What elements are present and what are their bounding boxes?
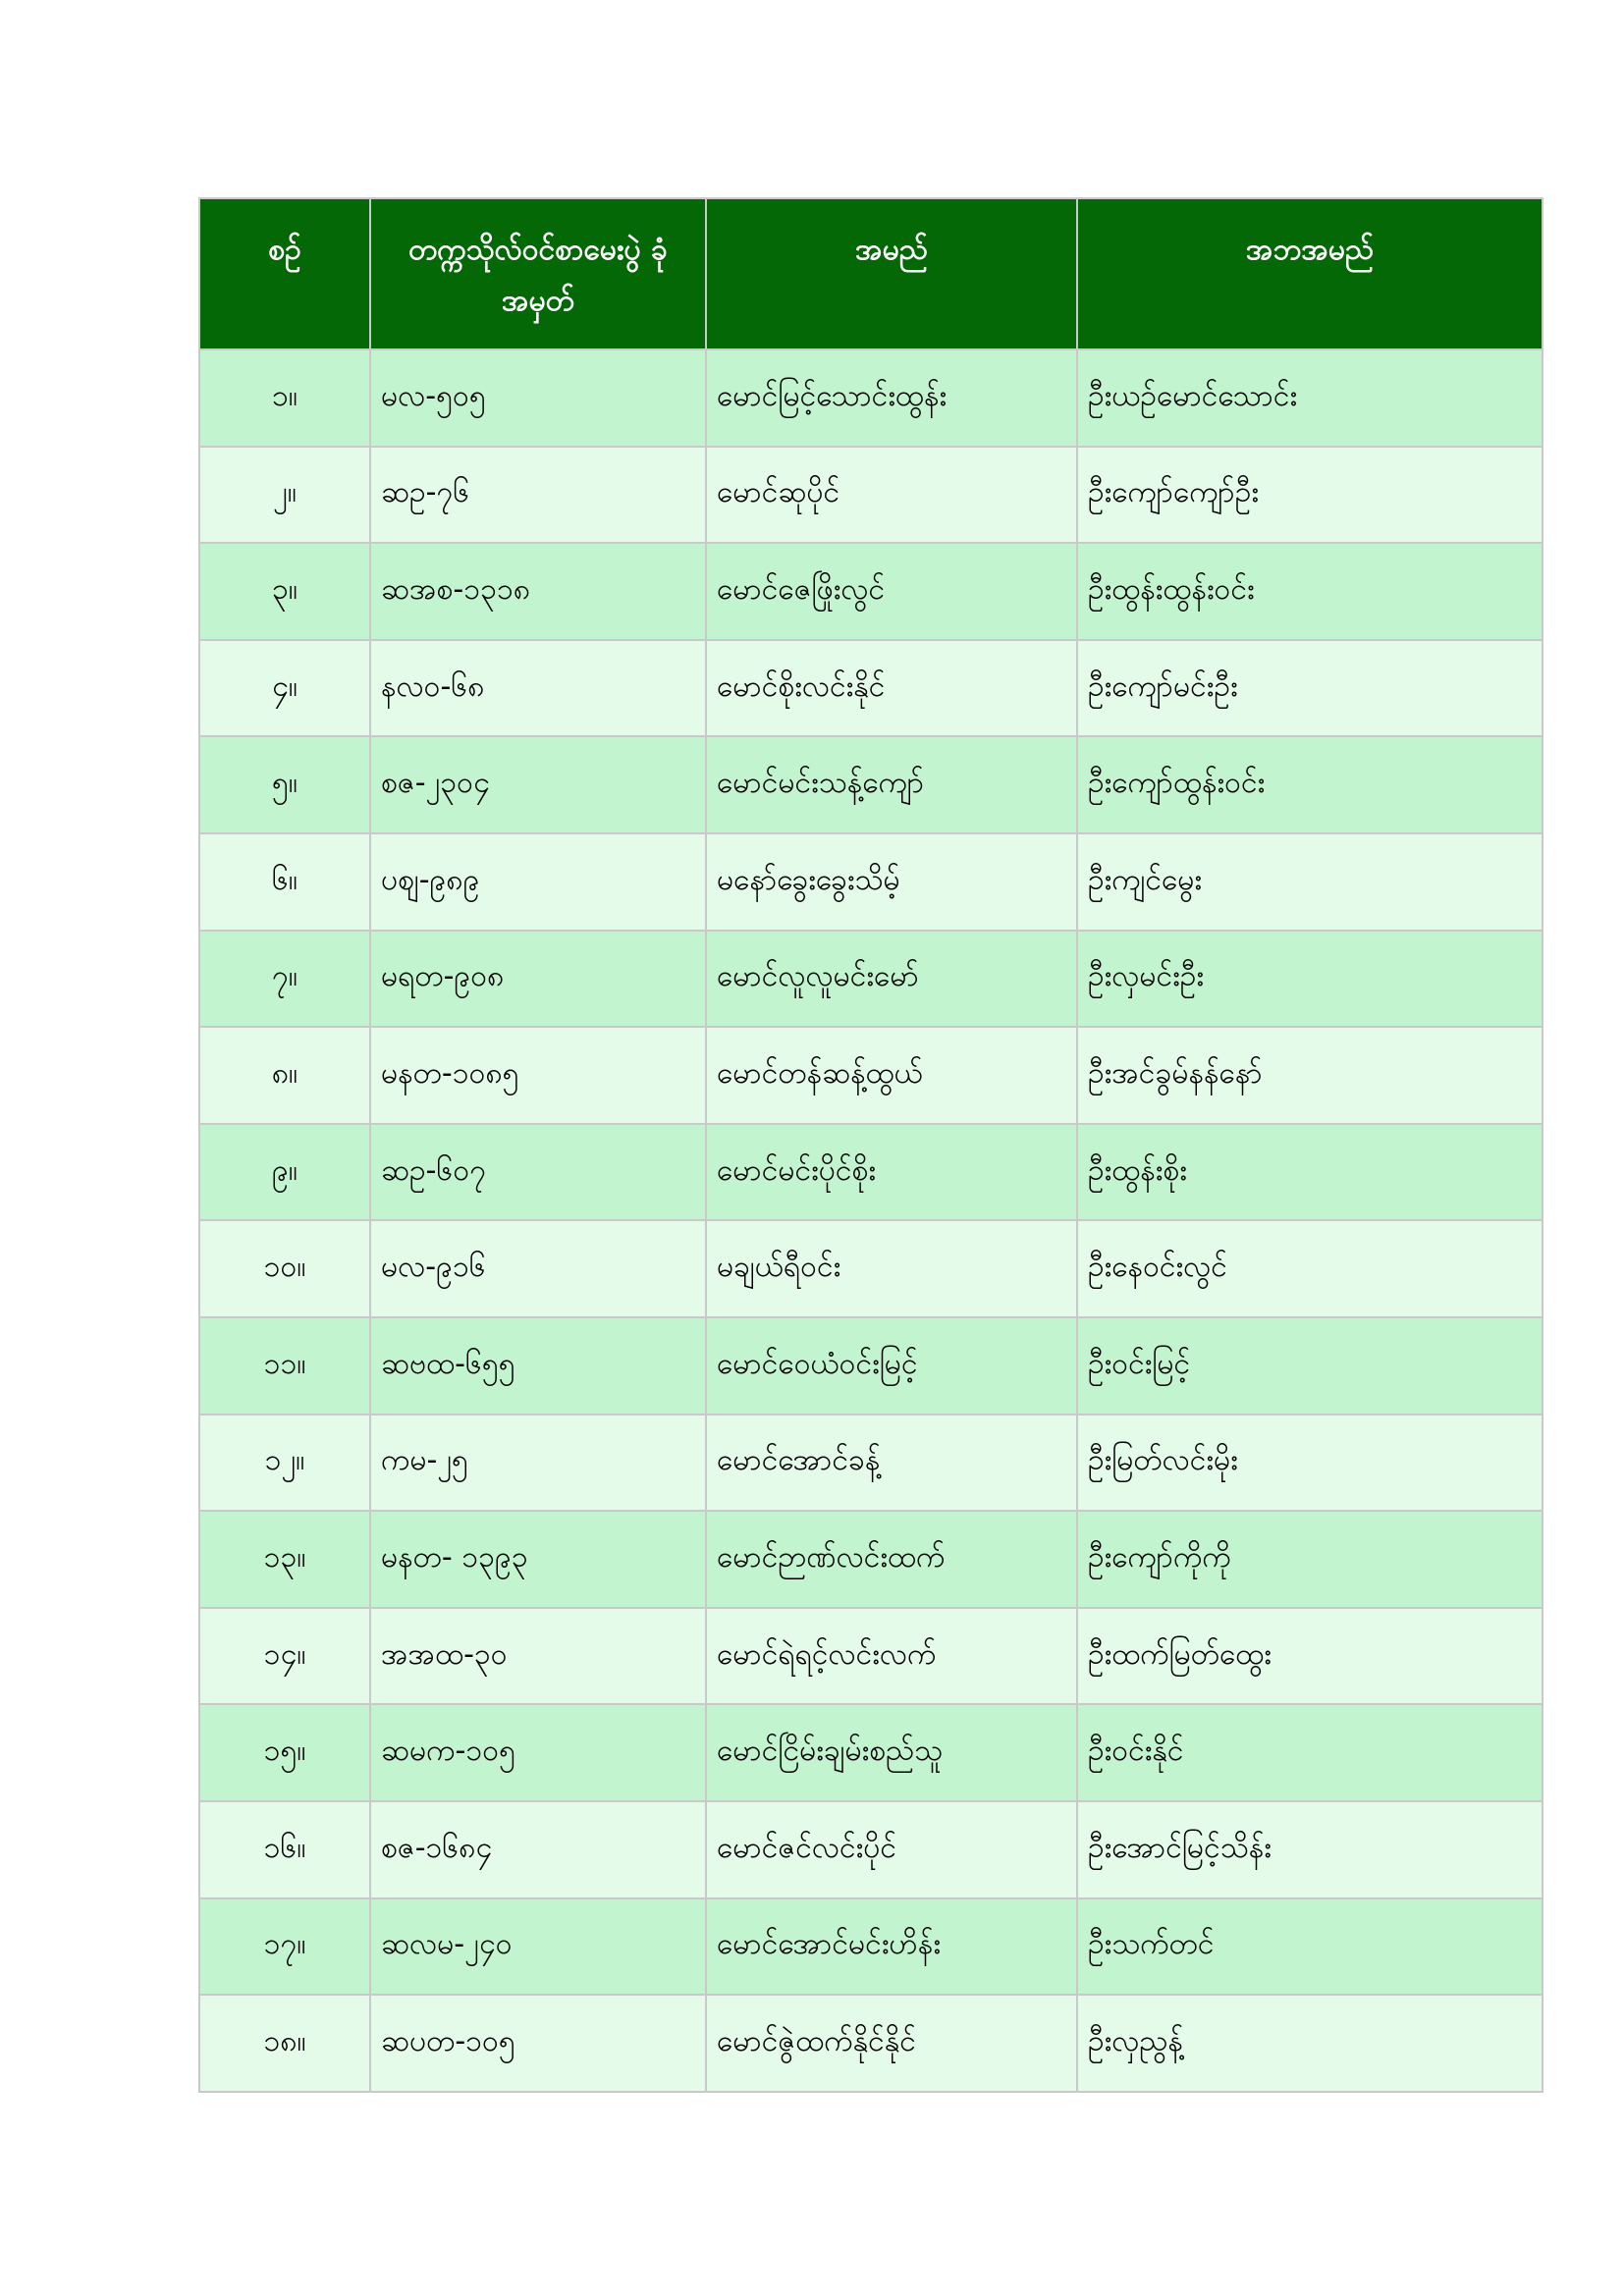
father-name-cell: ဦးသက်တင် (1077, 1898, 1543, 1996)
serial-number-cell: ၁၄။ (199, 1608, 370, 1705)
name-cell: မောင်ဆုပိုင် (706, 447, 1077, 544)
name-cell: မောင်မြင့်သောင်းထွန်း (706, 349, 1077, 447)
serial-number-cell: ၇။ (199, 931, 370, 1028)
serial-number-cell: ၆။ (199, 833, 370, 931)
serial-number-cell: ၁၃။ (199, 1511, 370, 1608)
header-row (199, 198, 1543, 349)
table-row (199, 1608, 1543, 1705)
serial-number-cell: ၁၂။ (199, 1415, 370, 1512)
father-name-cell: ဦးထက်မြတ်ထွေး (1077, 1608, 1543, 1705)
table-row (199, 1511, 1543, 1608)
name-cell: မောင်မင်းသန့်ကျော် (706, 736, 1077, 833)
header-serial-number: စဉ် (199, 198, 370, 349)
table-row (199, 1027, 1543, 1124)
roll-number-cell: မနတ- ၁၃၉၃ (370, 1511, 706, 1608)
table-row (199, 543, 1543, 640)
name-cell: မောင်ဉာဏ်လင်းထက် (706, 1511, 1077, 1608)
serial-number-cell: ၁၀။ (199, 1220, 370, 1317)
header-father-name: အဘအမည် (1077, 198, 1543, 349)
serial-number-cell: ၁၈။ (199, 1995, 370, 2092)
name-cell: မောင်ဇင်လင်းပိုင် (706, 1801, 1077, 1898)
table-row (199, 640, 1543, 737)
father-name-cell: ဦးထွန်းထွန်းဝင်း (1077, 543, 1543, 640)
name-cell: မနော်ခွေးခွေးသိမ့် (706, 833, 1077, 931)
roll-number-cell: မလ-၉၁၆ (370, 1220, 706, 1317)
table-body (199, 349, 1543, 2092)
serial-number-cell: ၁၇။ (199, 1898, 370, 1996)
father-name-cell: ဦးအင်ခွမ်နန်နော် (1077, 1027, 1543, 1124)
name-cell: မောင်မင်းပိုင်စိုး (706, 1124, 1077, 1221)
roll-number-cell: မနတ-၁၀၈၅ (370, 1027, 706, 1124)
roll-number-cell: မလ-၅၀၅ (370, 349, 706, 447)
roll-number-cell: ဆပတ-၁၀၅ (370, 1995, 706, 2092)
table-row (199, 736, 1543, 833)
table-row (199, 1704, 1543, 1801)
name-cell: မောင်ဝေယံဝင်းမြင့် (706, 1317, 1077, 1415)
name-cell: မောင်ရဲရင့်လင်းလက် (706, 1608, 1077, 1705)
serial-number-cell: ၉။ (199, 1124, 370, 1221)
serial-number-cell: ၂။ (199, 447, 370, 544)
results-table-container (198, 197, 1542, 2093)
name-cell: မချယ်ရီဝင်း (706, 1220, 1077, 1317)
header-roll-number: တက္ကသိုလ်ဝင်စာမေးပွဲ ခုံအမှတ် (370, 198, 706, 349)
father-name-cell: ဦးဝင်းမြင့် (1077, 1317, 1543, 1415)
table-row (199, 931, 1543, 1028)
roll-number-cell: ကမ-၂၅ (370, 1415, 706, 1512)
table-row (199, 349, 1543, 447)
name-cell: မောင်ဇေဖြိုးလွင် (706, 543, 1077, 640)
roll-number-cell: ပစျ-၉၈၉ (370, 833, 706, 931)
table-row (199, 833, 1543, 931)
header-name: အမည် (706, 198, 1077, 349)
roll-number-cell: နလဝ-၆၈ (370, 640, 706, 737)
father-name-cell: ဦးနေဝင်းလွင် (1077, 1220, 1543, 1317)
roll-number-cell: မရတ-၉၀၈ (370, 931, 706, 1028)
table-row (199, 1415, 1543, 1512)
father-name-cell: ဦးကျော်ကိုကို (1077, 1511, 1543, 1608)
father-name-cell: ဦးအောင်မြင့်သိန်း (1077, 1801, 1543, 1898)
serial-number-cell: ၈။ (199, 1027, 370, 1124)
name-cell: မောင်ငြိမ်းချမ်းစည်သူ (706, 1704, 1077, 1801)
serial-number-cell: ၁။ (199, 349, 370, 447)
father-name-cell: ဦးကျော်မင်းဦး (1077, 640, 1543, 737)
name-cell: မောင်စိုးလင်းနိုင် (706, 640, 1077, 737)
father-name-cell: ဦးကျင်မွေး (1077, 833, 1543, 931)
table-row (199, 1995, 1543, 2092)
serial-number-cell: ၁၁။ (199, 1317, 370, 1415)
roll-number-cell: အအထ-၃၀ (370, 1608, 706, 1705)
roll-number-cell: ဆဗထ-၆၅၅ (370, 1317, 706, 1415)
name-cell: မောင်လူလူမင်းမော် (706, 931, 1077, 1028)
father-name-cell: ဦးထွန်းစိုး (1077, 1124, 1543, 1221)
table-row (199, 1220, 1543, 1317)
table-row (199, 1898, 1543, 1996)
name-cell: မောင်ဇွဲထက်နိုင်နိုင် (706, 1995, 1077, 2092)
roll-number-cell: ဆမက-၁၀၅ (370, 1704, 706, 1801)
roll-number-cell: ဆလမ-၂၄၀ (370, 1898, 706, 1996)
father-name-cell: ဦးယဉ်မောင်သောင်း (1077, 349, 1543, 447)
roll-number-cell: စဇ-၁၆၈၄ (370, 1801, 706, 1898)
roll-number-cell: ဆဥ-၆၀၇ (370, 1124, 706, 1221)
results-table (198, 197, 1543, 2093)
serial-number-cell: ၅။ (199, 736, 370, 833)
serial-number-cell: ၃။ (199, 543, 370, 640)
father-name-cell: ဦးဝင်းနိုင် (1077, 1704, 1543, 1801)
father-name-cell: ဦးကျော်ကျော်ဦး (1077, 447, 1543, 544)
serial-number-cell: ၁၆။ (199, 1801, 370, 1898)
serial-number-cell: ၄။ (199, 640, 370, 737)
father-name-cell: ဦးကျော်ထွန်းဝင်း (1077, 736, 1543, 833)
roll-number-cell: ဆဥ-၇၆ (370, 447, 706, 544)
name-cell: မောင်အောင်မင်းဟိန်း (706, 1898, 1077, 1996)
table-header (199, 198, 1543, 349)
father-name-cell: ဦးလှညွန့် (1077, 1995, 1543, 2092)
table-row (199, 1124, 1543, 1221)
table-row (199, 1317, 1543, 1415)
table-row (199, 1801, 1543, 1898)
father-name-cell: ဦးလှမင်းဦး (1077, 931, 1543, 1028)
name-cell: မောင်အောင်ခန့် (706, 1415, 1077, 1512)
table-row (199, 447, 1543, 544)
name-cell: မောင်တန်ဆန့်ထွယ် (706, 1027, 1077, 1124)
serial-number-cell: ၁၅။ (199, 1704, 370, 1801)
father-name-cell: ဦးမြတ်လင်းမိုး (1077, 1415, 1543, 1512)
roll-number-cell: ဆအစ-၁၃၁၈ (370, 543, 706, 640)
roll-number-cell: စဇ-၂၃၀၄ (370, 736, 706, 833)
